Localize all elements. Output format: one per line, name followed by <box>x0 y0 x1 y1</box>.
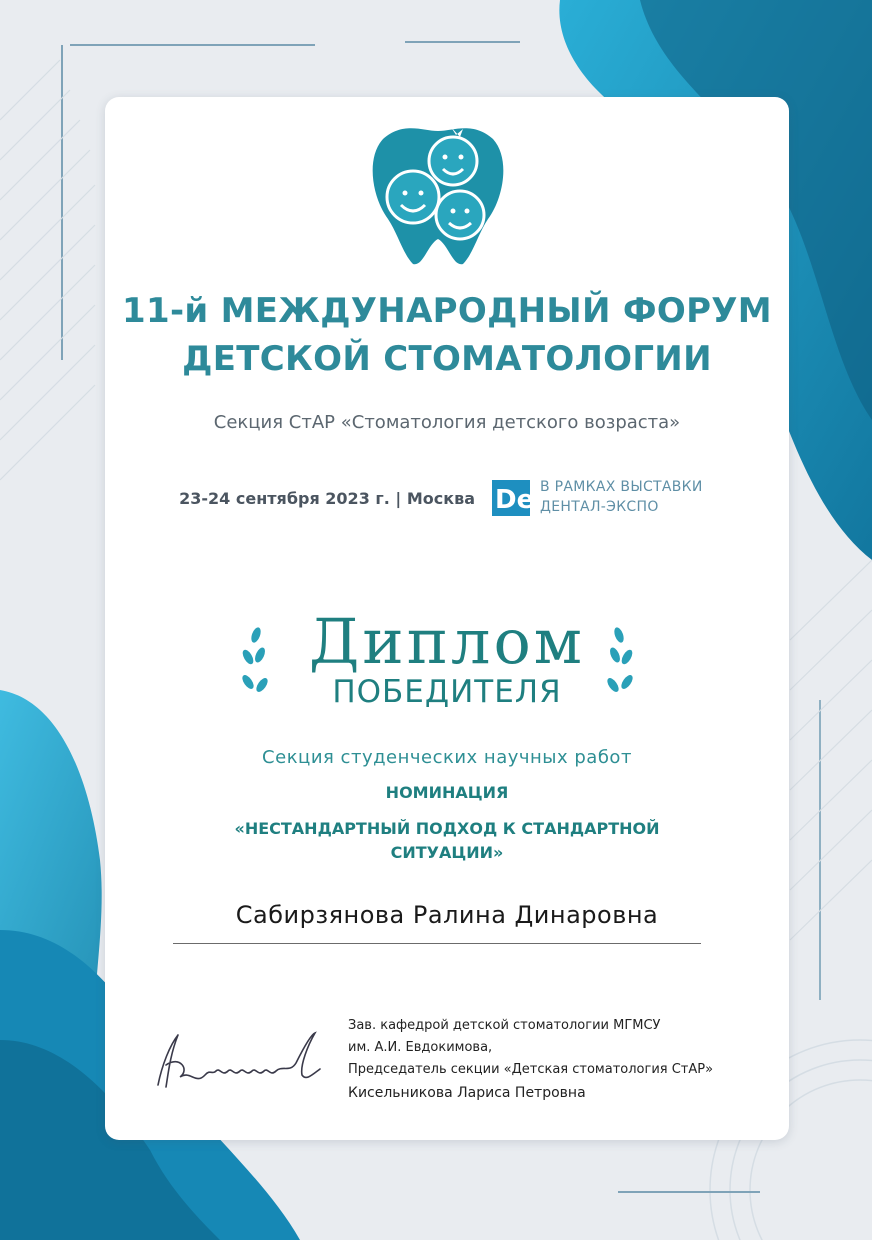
nomination-line2: СИТУАЦИИ» <box>390 843 504 862</box>
forum-section: Секция СтАР «Стоматология детского возраста» <box>213 412 681 433</box>
forum-title-line2: ДЕТСКОЙ СТОМАТОЛОГИИ <box>182 339 712 379</box>
signatory-line1: Зав. кафедрой детской стоматологии МГМСУ <box>348 1018 661 1033</box>
signatory-line2: им. А.И. Евдокимова, <box>348 1040 493 1055</box>
date-place: 23-24 сентября 2023 г. | Москва <box>179 489 475 508</box>
forum-title <box>105 287 789 383</box>
signatory-title <box>348 1015 713 1081</box>
forum-title-line1: 11-й МЕЖДУНАРОДНЫЙ ФОРУМ <box>122 291 772 331</box>
diploma-subtitle: ПОБЕДИТЕЛЯ <box>332 674 562 710</box>
signatory-line3: Председатель секции «Детская стоматология СтАР» <box>348 1062 714 1077</box>
student-section: Секция студенческих научных работ <box>262 747 632 768</box>
dental-expo-logo <box>492 478 534 520</box>
nomination-line1: «НЕСТАНДАРТНЫЙ ПОДХОД К СТАНДАРТНОЙ <box>234 819 660 838</box>
diploma-card <box>105 97 789 1140</box>
expo-line1: В РАМКАХ ВЫСТАВКИ <box>540 479 703 495</box>
tooth-logo <box>363 119 513 267</box>
expo-label <box>540 477 703 517</box>
signatory-name: Кисельникова Лариса Петровна <box>348 1085 586 1101</box>
name-underline <box>173 943 701 944</box>
nomination-title <box>197 817 697 865</box>
diploma-title: Диплом <box>309 605 585 678</box>
svg-text:De: De <box>495 485 534 515</box>
handwritten-signature <box>150 1025 330 1097</box>
expo-line2: ДЕНТАЛ-ЭКСПО <box>540 499 659 515</box>
recipient-name: Сабирзянова Ралина Динаровна <box>235 901 659 929</box>
nomination-label: НОМИНАЦИЯ <box>385 783 509 802</box>
